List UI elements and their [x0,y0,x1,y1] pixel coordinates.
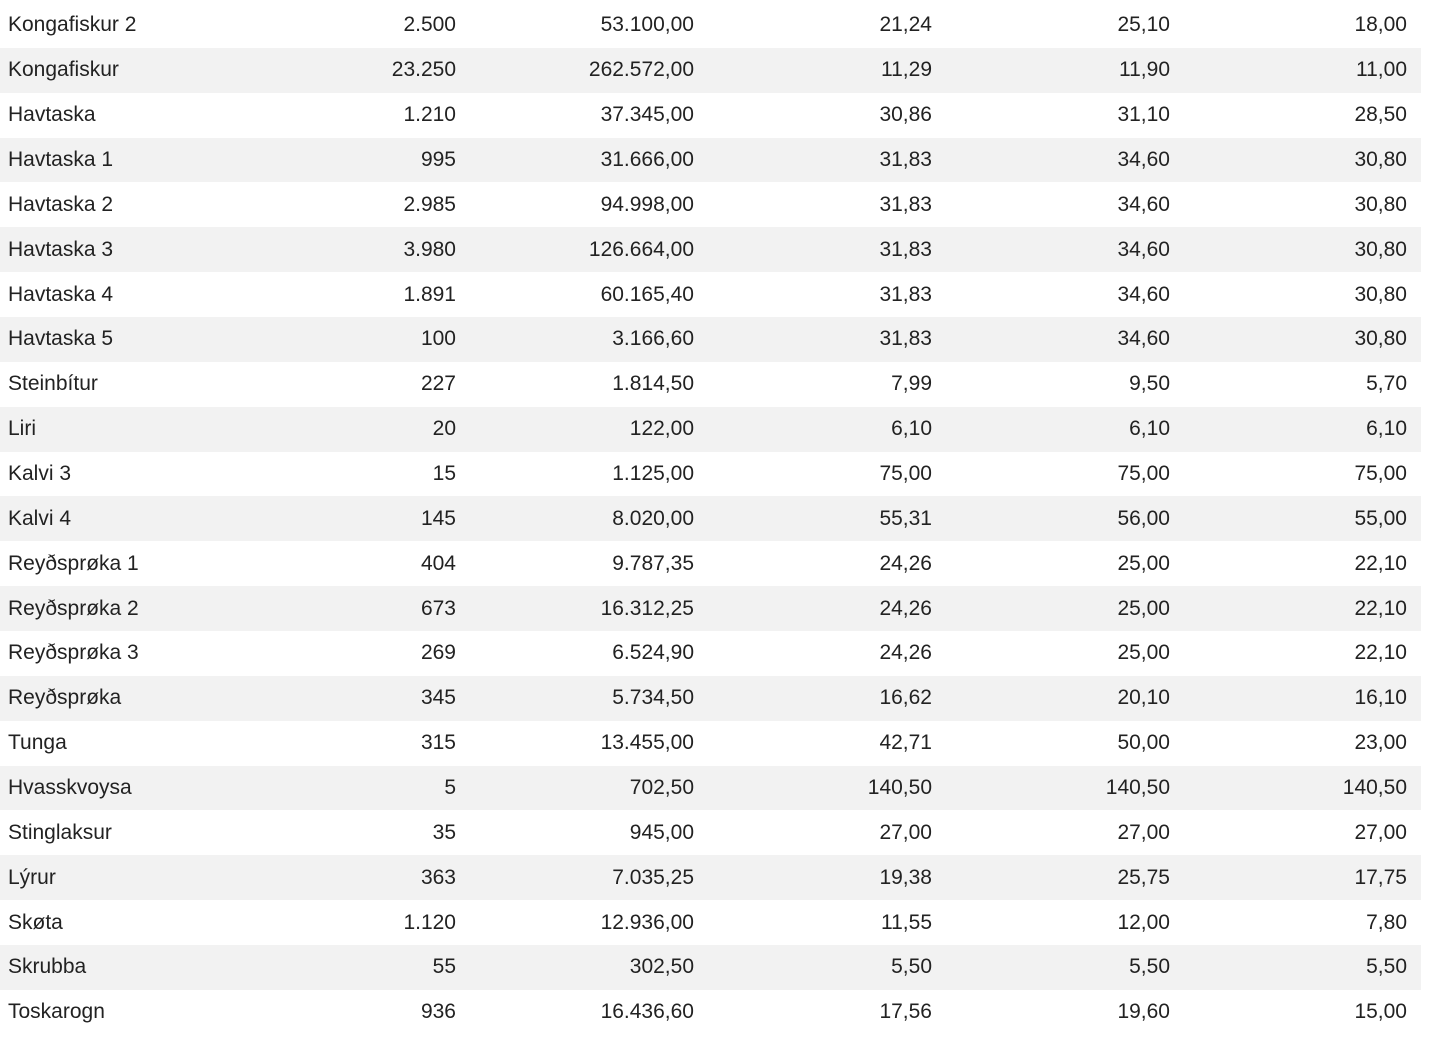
species-name-cell: Kongafiskur 2 [8,13,137,37]
max-price-cell: 25,10 [1117,13,1170,37]
table-row [0,3,1421,48]
table-row [0,676,1421,721]
min-price-cell: 30,80 [1354,192,1407,216]
max-price-cell: 34,60 [1117,282,1170,306]
species-name-cell: Havtaska 2 [8,192,114,216]
max-price-cell: 140,50 [1105,776,1170,800]
quantity-cell: 227 [420,372,456,396]
average-price-cell: 11,29 [881,58,932,82]
min-price-cell: 30,80 [1354,148,1407,171]
min-price-cell: 27,00 [1354,820,1407,844]
max-price-cell: 34,60 [1117,237,1170,261]
table-row [0,317,1421,362]
total-value-cell: 16.436,60 [600,1000,694,1024]
species-name-cell: Stinglaksur [8,820,112,844]
species-name-cell: Kongafiskur [8,58,119,82]
species-name-cell: Liri [8,417,37,441]
total-value-cell: 31.666,00 [600,148,694,171]
table-row [0,855,1421,900]
average-price-cell: 30,86 [879,103,932,127]
species-name-cell: Lýrur [8,865,56,889]
species-name-cell: Toskarogn [8,1000,105,1024]
quantity-cell: 55 [432,955,456,979]
average-price-cell: 6,10 [891,417,932,441]
max-price-cell: 27,00 [1117,820,1170,844]
max-price-cell: 25,00 [1117,641,1170,665]
total-value-cell: 126.664,00 [588,237,694,261]
average-price-cell: 24,26 [879,641,932,665]
average-price-cell: 27,00 [879,820,932,844]
table-row [0,227,1421,272]
species-name-cell: Tunga [8,731,67,755]
table-row [0,272,1421,317]
max-price-cell: 25,00 [1117,596,1170,620]
quantity-cell: 23.250 [391,58,456,82]
total-value-cell: 302,50 [629,955,694,979]
species-name-cell: Reyðsprøka [8,686,122,710]
quantity-cell: 269 [420,641,456,665]
max-price-cell: 12,00 [1117,910,1170,934]
average-price-cell: 19,38 [879,865,932,889]
average-price-cell: 42,71 [879,731,932,755]
species-name-cell: Havtaska 5 [8,327,114,351]
total-value-cell: 1.125,00 [612,462,694,486]
quantity-cell: 363 [420,865,456,889]
average-price-cell: 16,62 [879,686,932,710]
min-price-cell: 5,70 [1366,372,1407,396]
species-name-cell: Steinbítur [8,372,98,396]
auction-price-table-container [0,3,1421,1035]
total-value-cell: 7.035,25 [612,865,694,889]
quantity-cell: 673 [420,596,456,620]
auction-price-table [0,3,1421,1035]
species-name-cell: Havtaska 1 [8,148,114,171]
species-name-cell: Skøta [8,910,63,934]
max-price-cell: 31,10 [1117,103,1170,127]
species-name-cell: Havtaska 4 [8,282,114,306]
total-value-cell: 122,00 [629,417,694,441]
quantity-cell: 3.980 [403,237,456,261]
total-value-cell: 60.165,40 [600,282,694,306]
table-row [0,496,1421,541]
quantity-cell: 404 [420,551,456,575]
total-value-cell: 1.814,50 [612,372,694,396]
species-name-cell: Reyðsprøka 1 [8,551,139,575]
min-price-cell: 22,10 [1354,551,1407,575]
min-price-cell: 6,10 [1366,417,1407,441]
max-price-cell: 6,10 [1129,417,1170,441]
max-price-cell: 11,90 [1119,58,1170,82]
quantity-cell: 145 [420,506,456,530]
min-price-cell: 55,00 [1354,506,1407,530]
min-price-cell: 23,00 [1354,731,1407,755]
species-name-cell: Havtaska [8,103,96,127]
table-row [0,586,1421,631]
average-price-cell: 31,83 [879,282,932,306]
species-name-cell: Kalvi 3 [8,462,72,486]
max-price-cell: 5,50 [1129,955,1170,979]
max-price-cell: 34,60 [1117,327,1170,351]
average-price-cell: 11,55 [881,910,932,934]
total-value-cell: 702,50 [629,776,694,800]
average-price-cell: 55,31 [879,506,932,530]
max-price-cell: 25,75 [1117,865,1170,889]
average-price-cell: 24,26 [879,596,932,620]
average-price-cell: 31,83 [879,237,932,261]
total-value-cell: 945,00 [629,820,694,844]
min-price-cell: 140,50 [1342,776,1407,800]
table-row [0,182,1421,227]
species-name-cell: Havtaska 3 [8,237,114,261]
total-value-cell: 53.100,00 [600,13,694,37]
table-row [0,541,1421,586]
table-row [0,452,1421,497]
total-value-cell: 8.020,00 [612,506,694,530]
min-price-cell: 18,00 [1354,13,1407,37]
max-price-cell: 25,00 [1117,551,1170,575]
average-price-cell: 21,24 [879,13,932,37]
min-price-cell: 22,10 [1354,596,1407,620]
table-row [0,945,1421,990]
max-price-cell: 34,60 [1117,148,1170,171]
total-value-cell: 16.312,25 [600,596,694,620]
quantity-cell: 995 [420,148,456,171]
min-price-cell: 16,10 [1354,686,1407,710]
total-value-cell: 3.166,60 [612,327,694,351]
table-row [0,138,1421,183]
average-price-cell: 17,56 [879,1000,932,1024]
min-price-cell: 17,75 [1354,865,1407,889]
average-price-cell: 75,00 [879,462,932,486]
table-row [0,362,1421,407]
quantity-cell: 20 [432,417,456,441]
quantity-cell: 315 [420,731,456,755]
max-price-cell: 19,60 [1117,1000,1170,1024]
average-price-cell: 31,83 [879,327,932,351]
species-name-cell: Hvasskvoysa [8,776,132,800]
species-name-cell: Reyðsprøka 3 [8,641,139,665]
quantity-cell: 1.891 [403,282,456,306]
total-value-cell: 12.936,00 [600,910,694,934]
min-price-cell: 22,10 [1354,641,1407,665]
table-row [0,631,1421,676]
max-price-cell: 34,60 [1117,192,1170,216]
species-name-cell: Skrubba [8,955,87,979]
min-price-cell: 11,00 [1356,58,1407,82]
max-price-cell: 75,00 [1117,462,1170,486]
table-row [0,900,1421,945]
average-price-cell: 31,83 [879,148,932,171]
min-price-cell: 5,50 [1366,955,1407,979]
quantity-cell: 936 [420,1000,456,1024]
table-row [0,810,1421,855]
table-row [0,990,1421,1035]
total-value-cell: 13.455,00 [600,731,694,755]
min-price-cell: 30,80 [1354,282,1407,306]
min-price-cell: 30,80 [1354,327,1407,351]
quantity-cell: 2.500 [403,13,456,37]
table-row [0,48,1421,93]
total-value-cell: 9.787,35 [612,551,694,575]
total-value-cell: 6.524,90 [612,641,694,665]
min-price-cell: 15,00 [1354,1000,1407,1024]
table-row [0,407,1421,452]
quantity-cell: 35 [432,820,456,844]
average-price-cell: 24,26 [879,551,932,575]
average-price-cell: 140,50 [867,776,932,800]
max-price-cell: 50,00 [1117,731,1170,755]
quantity-cell: 15 [432,462,456,486]
table-row [0,721,1421,766]
total-value-cell: 262.572,00 [588,58,694,82]
average-price-cell: 7,99 [891,372,932,396]
quantity-cell: 1.210 [403,103,456,127]
min-price-cell: 7,80 [1366,910,1407,934]
quantity-cell: 5 [444,776,456,800]
min-price-cell: 28,50 [1354,103,1407,127]
average-price-cell: 31,83 [879,192,932,216]
average-price-cell: 5,50 [891,955,932,979]
species-name-cell: Reyðsprøka 2 [8,596,139,620]
quantity-cell: 100 [420,327,456,351]
table-row [0,93,1421,138]
total-value-cell: 5.734,50 [612,686,694,710]
table-row [0,766,1421,811]
max-price-cell: 20,10 [1117,686,1170,710]
max-price-cell: 9,50 [1129,372,1170,396]
quantity-cell: 345 [420,686,456,710]
min-price-cell: 30,80 [1354,237,1407,261]
total-value-cell: 37.345,00 [600,103,694,127]
min-price-cell: 75,00 [1354,462,1407,486]
quantity-cell: 2.985 [403,192,456,216]
species-name-cell: Kalvi 4 [8,506,72,530]
max-price-cell: 56,00 [1117,506,1170,530]
table-body [0,3,1421,1035]
total-value-cell: 94.998,00 [600,192,694,216]
quantity-cell: 1.120 [403,910,456,934]
